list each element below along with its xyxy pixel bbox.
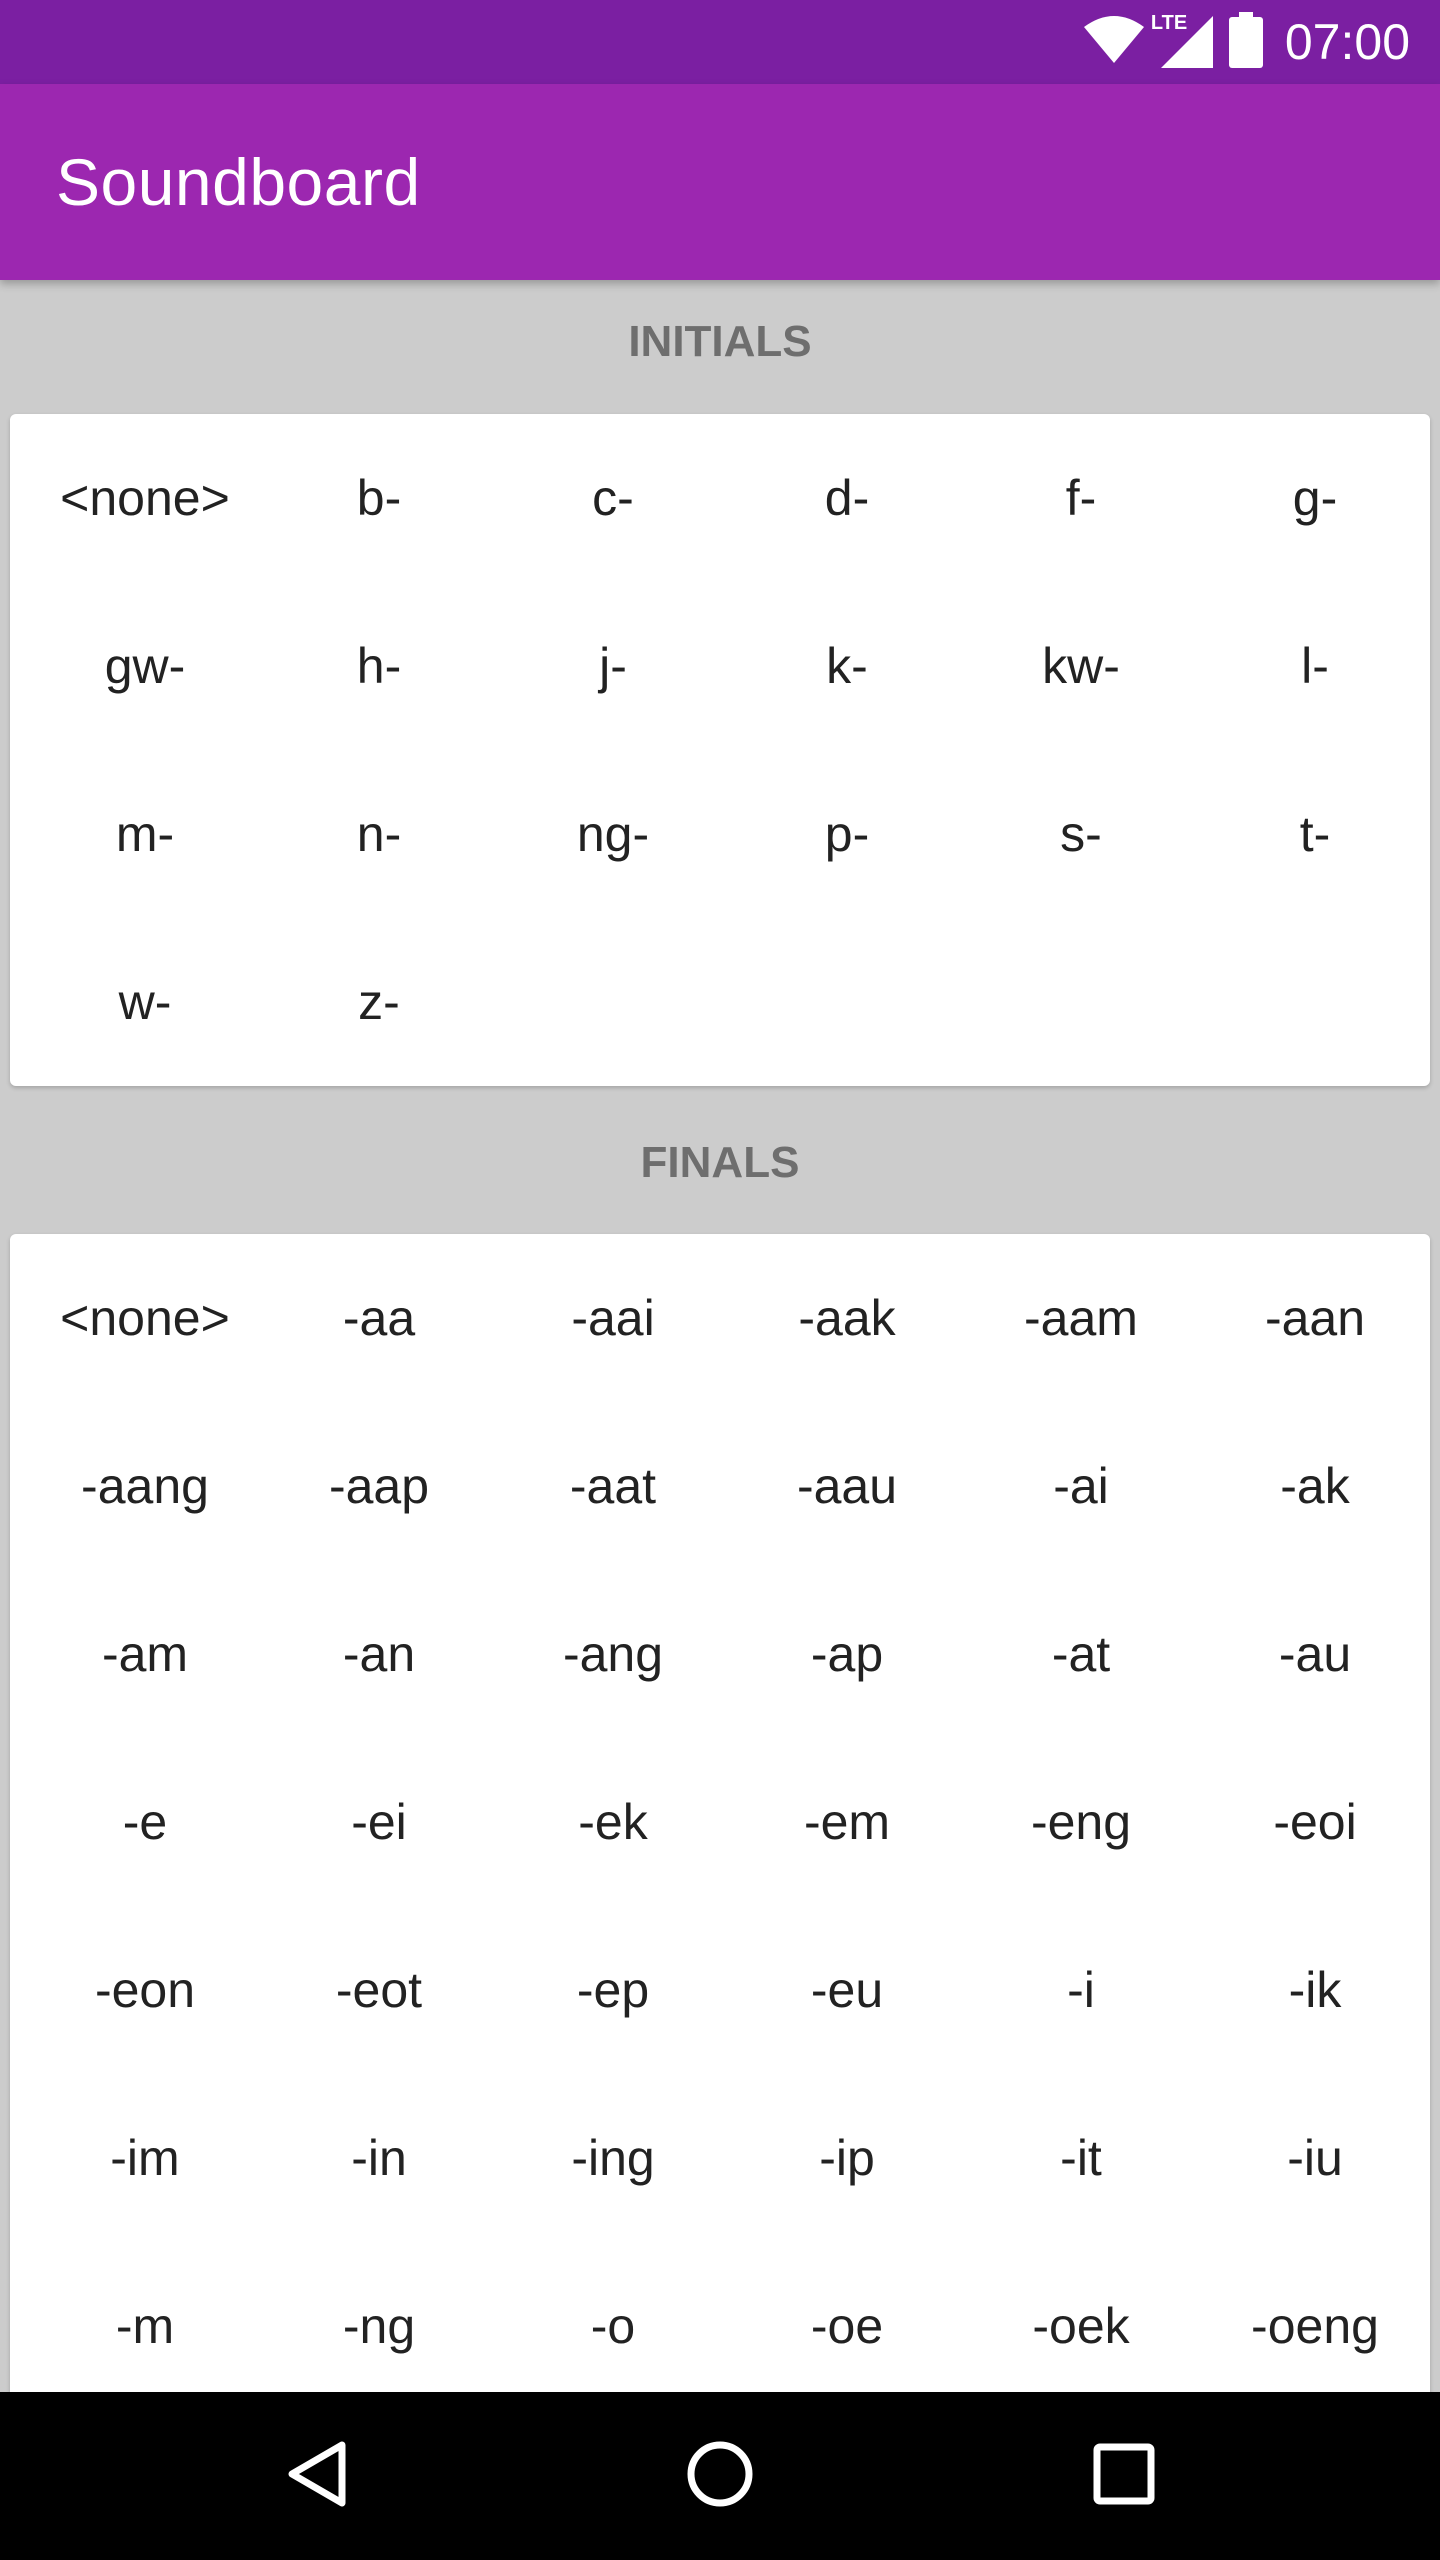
final-sound-button[interactable]: -oek: [1032, 2298, 1130, 2354]
initial-sound-button[interactable]: kw-: [1042, 638, 1120, 694]
final-sound-button[interactable]: -ep: [576, 1962, 650, 2018]
final-sound-button[interactable]: -au: [1278, 1626, 1352, 1682]
battery-icon: [1229, 12, 1263, 72]
back-icon: [284, 2439, 348, 2513]
initial-sound-button[interactable]: f-: [1065, 470, 1097, 526]
final-sound-button[interactable]: -aai: [571, 1290, 655, 1346]
final-sound-button[interactable]: -ng: [342, 2298, 416, 2354]
final-sound-button[interactable]: -ek: [578, 1794, 648, 1850]
initial-sound-button[interactable]: z-: [358, 974, 400, 1030]
final-sound-button[interactable]: -aap: [328, 1458, 430, 1514]
final-sound-button[interactable]: -aak: [798, 1290, 896, 1346]
final-sound-button[interactable]: -aan: [1264, 1290, 1366, 1346]
initial-sound-button[interactable]: w-: [118, 974, 172, 1030]
initial-sound-button[interactable]: d-: [824, 470, 870, 526]
home-icon: [686, 2440, 754, 2512]
final-sound-button[interactable]: -o: [590, 2298, 636, 2354]
final-sound-button[interactable]: -oeng: [1251, 2298, 1379, 2354]
recents-button[interactable]: [1040, 2392, 1208, 2560]
final-sound-button[interactable]: -in: [351, 2130, 407, 2186]
initials-card: [10, 414, 1430, 1086]
final-sound-button[interactable]: -ai: [1053, 1458, 1109, 1514]
back-button[interactable]: [232, 2392, 400, 2560]
final-sound-button[interactable]: -ik: [1288, 1962, 1342, 2018]
final-sound-button[interactable]: -eon: [94, 1962, 196, 2018]
final-sound-button[interactable]: -aau: [796, 1458, 898, 1514]
wifi-icon: [1083, 15, 1145, 69]
initial-sound-button[interactable]: n-: [356, 806, 402, 862]
initial-sound-button[interactable]: h-: [356, 638, 402, 694]
final-sound-button[interactable]: -eu: [810, 1962, 884, 2018]
final-sound-button[interactable]: -aam: [1024, 1290, 1138, 1346]
navigation-bar: [0, 2392, 1440, 2560]
initial-sound-button[interactable]: gw-: [104, 638, 186, 694]
final-sound-button[interactable]: -eot: [335, 1962, 423, 2018]
initials-grid: [10, 414, 1430, 1086]
final-sound-button[interactable]: -iu: [1287, 2130, 1343, 2186]
initial-sound-button[interactable]: g-: [1292, 470, 1338, 526]
finals-header: FINALS: [640, 1138, 800, 1187]
initials-header: INITIALS: [628, 317, 812, 366]
initial-sound-button[interactable]: c-: [592, 470, 634, 526]
lte-signal-icon: [1150, 12, 1215, 70]
initial-sound-button[interactable]: b-: [356, 470, 402, 526]
final-sound-button[interactable]: -an: [342, 1626, 416, 1682]
app-bar: [0, 84, 1440, 280]
final-sound-button[interactable]: -im: [110, 2130, 180, 2186]
initial-sound-button[interactable]: l-: [1301, 638, 1329, 694]
final-sound-button[interactable]: -eng: [1030, 1794, 1132, 1850]
final-sound-button[interactable]: -m: [115, 2298, 175, 2354]
final-sound-button[interactable]: -ak: [1280, 1458, 1350, 1514]
initial-sound-button[interactable]: j-: [599, 638, 627, 694]
final-sound-button[interactable]: -i: [1067, 1962, 1095, 2018]
final-sound-button[interactable]: -am: [101, 1626, 189, 1682]
app-title: Soundboard: [56, 145, 421, 219]
recents-icon: [1093, 2443, 1155, 2509]
final-sound-button[interactable]: -ei: [351, 1794, 407, 1850]
initial-sound-button[interactable]: s-: [1060, 806, 1102, 862]
soundboard-content[interactable]: [0, 280, 1440, 2392]
initial-sound-button[interactable]: ng-: [576, 806, 650, 862]
finals-grid: [10, 1234, 1430, 2392]
initial-sound-button[interactable]: p-: [824, 806, 870, 862]
final-sound-button[interactable]: -ap: [810, 1626, 884, 1682]
initial-sound-button[interactable]: <none>: [60, 470, 230, 526]
home-button[interactable]: [636, 2392, 804, 2560]
status-icons: [1083, 0, 1410, 84]
status-bar: [0, 0, 1440, 84]
final-sound-button[interactable]: -aa: [342, 1290, 416, 1346]
status-time: 07:00: [1284, 14, 1410, 70]
final-sound-button[interactable]: -eoi: [1273, 1794, 1357, 1850]
final-sound-button[interactable]: -em: [803, 1794, 891, 1850]
final-sound-button[interactable]: -e: [122, 1794, 168, 1850]
final-sound-button[interactable]: -aat: [569, 1458, 657, 1514]
initial-sound-button[interactable]: k-: [826, 638, 868, 694]
final-sound-button[interactable]: <none>: [60, 1290, 230, 1346]
final-sound-button[interactable]: -ing: [571, 2130, 655, 2186]
final-sound-button[interactable]: -at: [1051, 1626, 1111, 1682]
final-sound-button[interactable]: -oe: [810, 2298, 884, 2354]
lte-label: LTE: [1150, 12, 1188, 34]
final-sound-button[interactable]: -ang: [562, 1626, 664, 1682]
final-sound-button[interactable]: -ip: [819, 2130, 875, 2186]
final-sound-button[interactable]: -aang: [81, 1458, 209, 1514]
initial-sound-button[interactable]: m-: [115, 806, 175, 862]
initial-sound-button[interactable]: t-: [1299, 806, 1331, 862]
finals-card: [10, 1234, 1430, 2392]
final-sound-button[interactable]: -it: [1060, 2130, 1102, 2186]
